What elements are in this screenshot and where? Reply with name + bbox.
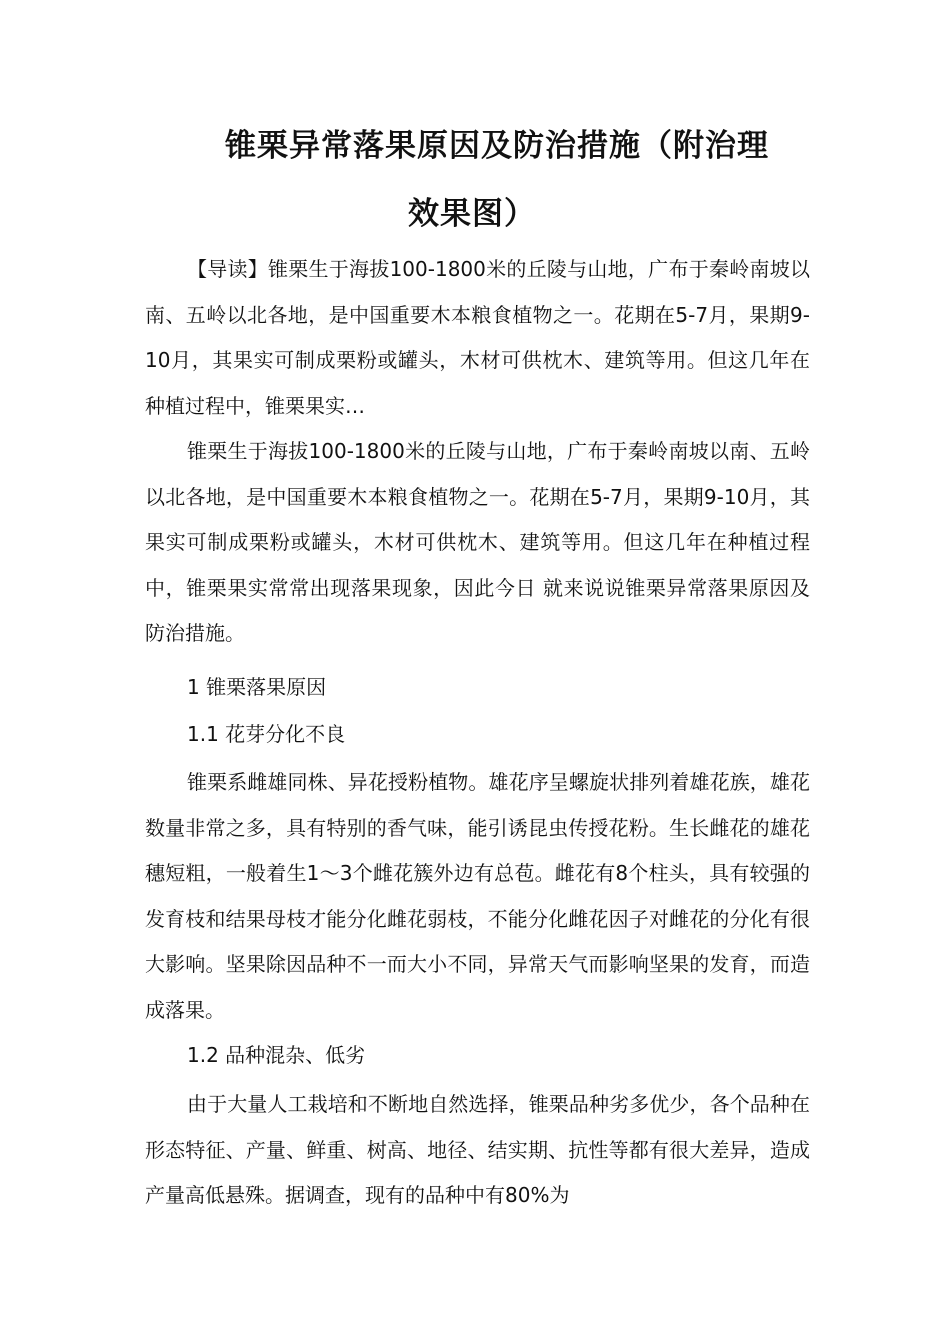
document-title-line-1: 锥栗异常落果原因及防治措施（附治理	[225, 128, 769, 164]
body-paragraph-2: 锥栗系雌雄同株、异花授粉植物。雄花序呈螺旋状排列着雄花族，雄花数量非常之多，具有特别的香气味，能引诱昆虫传授花粉。生长雌花的雄花穗短粗，一般着生1～3个雌花簇外边有总苞。雌花有8个柱头，具有较强的发育枝和结果母枝才能分化雌花弱枝，不能分化雌花因子对雌花的分化有很大影响。坚果除因品种不一而大小不同，异常天气而影响坚果的发育，而造成落果。	[145, 770, 810, 1022]
intro-paragraph: 【导读】锥栗生于海拔100-1800米的丘陵与山地，广布于秦岭南坡以南、五岭以北各地，是中国重要木本粮食植物之一。花期在5-7月，果期9-10月，其果实可制成栗粉或罐头，木材可供枕木、建筑等用。但这几年在种植过程中，锥栗果实…	[145, 257, 810, 418]
section-heading-1-2: 1.2 品种混杂、低劣	[187, 1043, 366, 1067]
body-paragraph-1: 锥栗生于海拔100-1800米的丘陵与山地，广布于秦岭南坡以南、五岭以北各地，是中国重要木本粮食植物之一。花期在5-7月，果期9-10月，其果实可制成栗粉或罐头，木材可供枕木、建筑等用。但这几年在种植过程中，锥栗果实常常出现落果现象，因此今日 就来说说锥栗异常落果原因及防治措施。	[145, 439, 810, 645]
body-paragraph-3: 由于大量人工栽培和不断地自然选择，锥栗品种劣多优少，各个品种在形态特征、产量、鲜重、树高、地径、结实期、抗性等都有很大差异，造成产量高低悬殊。据调查，现有的品种中有80%为	[145, 1092, 810, 1207]
section-heading-1-1: 1.1 花芽分化不良	[187, 722, 346, 746]
section-heading-1: 1 锥栗落果原因	[187, 675, 327, 699]
document-title-line-2: 效果图）	[408, 196, 536, 232]
